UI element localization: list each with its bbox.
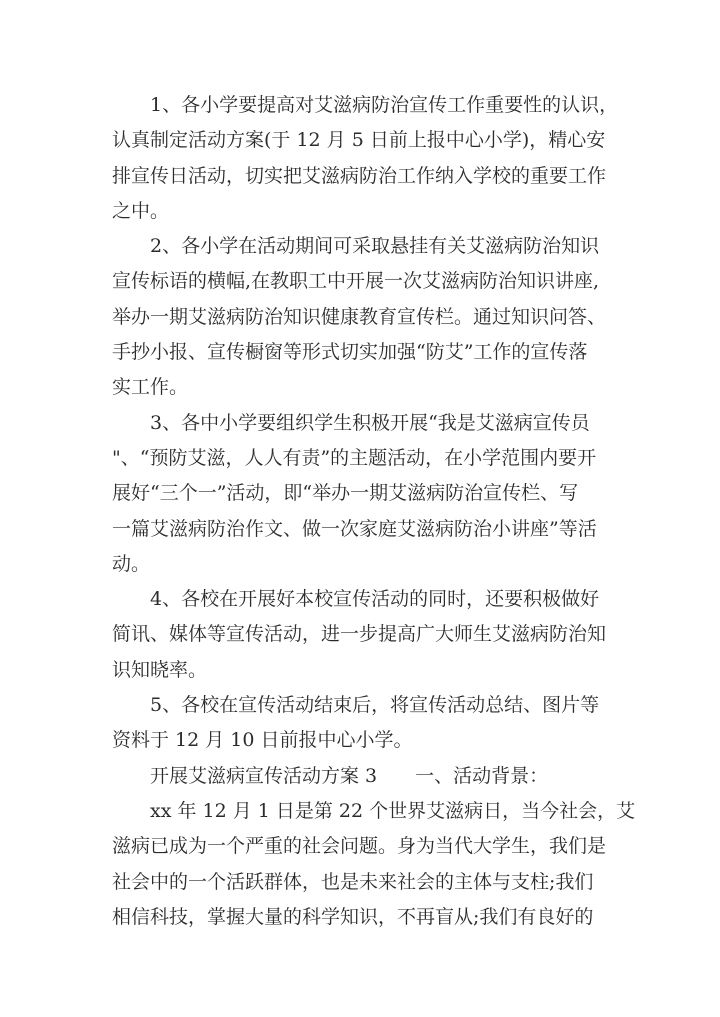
paragraph-1-line-3: 排宣传日活动，切实把艾滋病防治工作纳入学校的重要工作 <box>112 164 607 187</box>
paragraph-2-line-1: 2、各小学在活动期间可采取悬挂有关艾滋病防治知识 <box>150 235 600 258</box>
paragraph-3-line-1: 3、各中小学要组织学生积极开展“我是艾滋病宣传员 <box>150 411 590 434</box>
paragraph-4-line-2: 简讯、媒体等宣传活动，进一步提高广大师生艾滋病防治知 <box>112 623 607 646</box>
paragraph-2-line-5: 实工作。 <box>112 376 189 399</box>
document-body <box>112 88 636 935</box>
paragraph-2-line-4: 手抄小报、宣传橱窗等形式切实加强“防艾”工作的宣传落 <box>112 341 588 364</box>
paragraph-4-line-3: 识知晓率。 <box>112 658 208 681</box>
paragraph-2-line-3: 举办一期艾滋病防治知识健康教育宣传栏。通过知识问答、 <box>112 305 607 328</box>
paragraph-3-line-4: 一篇艾滋病防治作文、做一次家庭艾滋病防治小讲座”等活 <box>112 517 597 540</box>
paragraph-5-line-1: 5、各校在宣传活动结束后，将宣传活动总结、图片等 <box>150 694 600 717</box>
paragraph-3-line-5: 动。 <box>112 552 151 575</box>
paragraph-4-line-1: 4、各校在开展好本校宣传活动的同时，还要积极做好 <box>150 588 600 611</box>
paragraph-5-line-2: 资料于 12 月 10 日前报中心小学。 <box>112 729 413 752</box>
paragraph-3-line-2: "、“预防艾滋，人人有责”的主题活动，在小学范围内要开 <box>112 446 597 469</box>
paragraph-6-line-1: xx 年 12 月 1 日是第 22 个世界艾滋病日，当今社会，艾 <box>150 799 636 822</box>
paragraph-3-line-3: 展好“三个一”活动，即“举办一期艾滋病防治宣传栏、写 <box>112 482 579 505</box>
section-heading-line: 开展艾滋病宣传活动方案 3 一、活动背景： <box>150 764 549 787</box>
paragraph-6-line-4: 相信科技，掌握大量的科学知识，不再盲从;我们有良好的 <box>112 905 594 928</box>
paragraph-6-line-2: 滋病已成为一个严重的社会问题。身为当代大学生，我们是 <box>112 835 607 858</box>
paragraph-1-line-1: 1、各小学要提高对艾滋病防治宣传工作重要性的认识， <box>150 94 619 116</box>
paragraph-2-line-2: 宣传标语的横幅,在教职工中开展一次艾滋病防治知识讲座, <box>112 270 600 293</box>
paragraph-1-line-2: 认真制定活动方案(于 12 月 5 日前上报中心小学)，精心安 <box>112 129 606 152</box>
paragraph-6-line-3: 社会中的一个活跃群体，也是未来社会的主体与支柱;我们 <box>112 870 594 893</box>
paragraph-1-line-4: 之中。 <box>112 199 170 222</box>
